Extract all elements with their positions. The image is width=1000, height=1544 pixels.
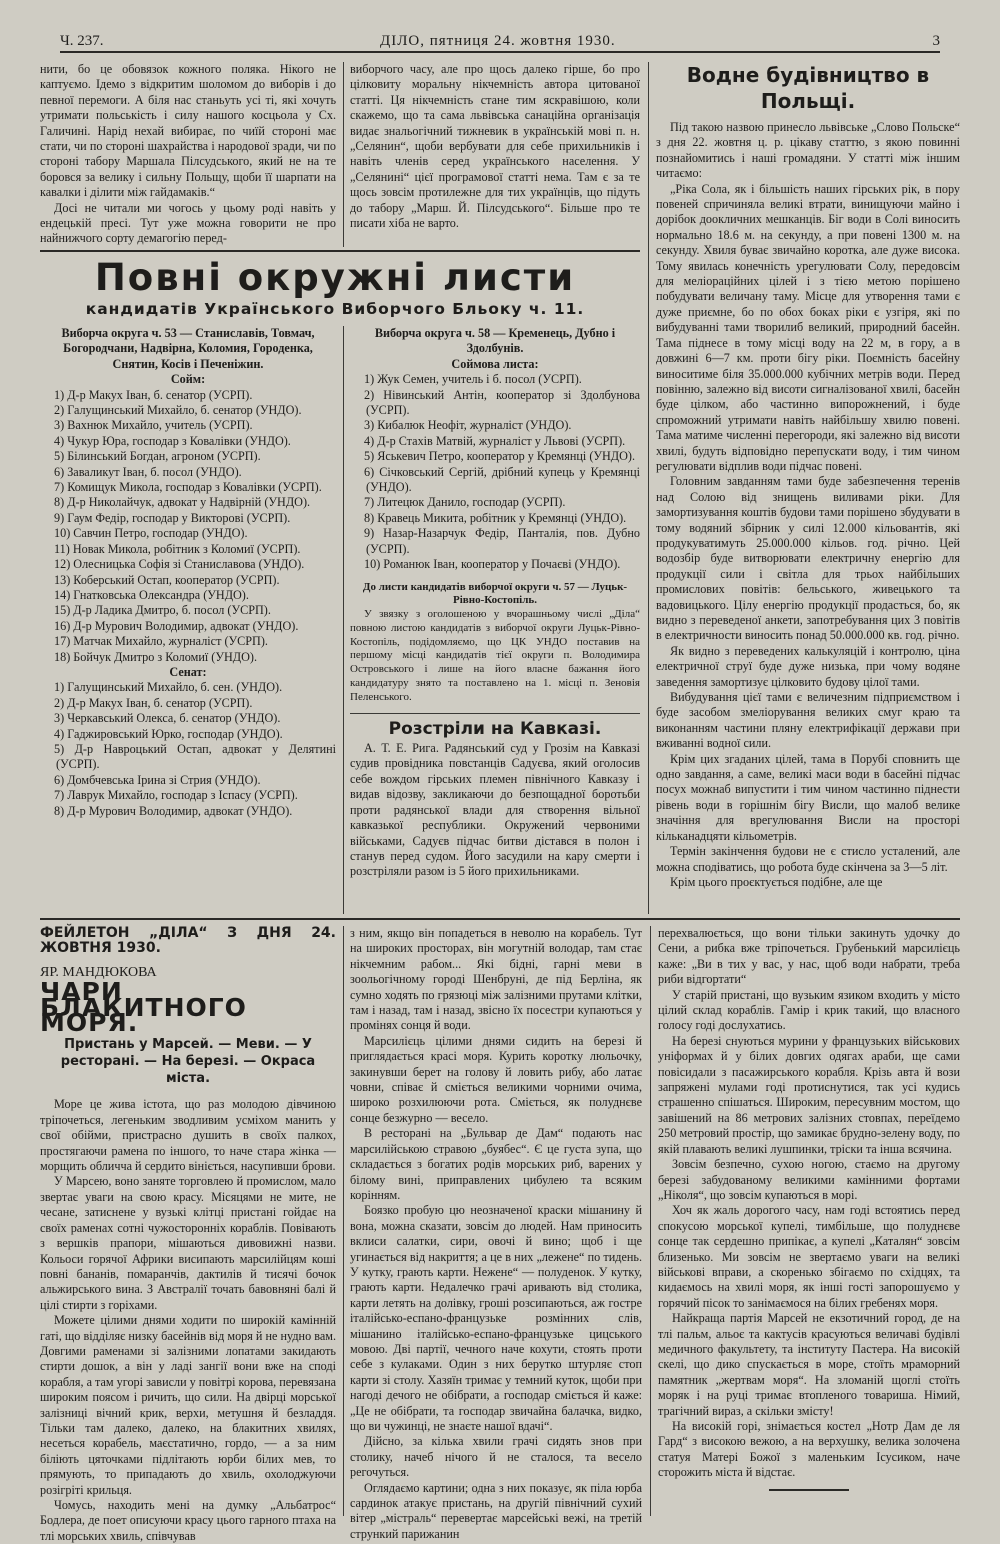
feuilleton-header: ФЕЙЛЕТОН „ДІЛА“ З ДНЯ 24. ЖОВТНЯ 1930. (40, 925, 336, 957)
issue-number: Ч. 237. (60, 33, 104, 49)
feuilleton-lead: Пристань у Марсей. — Меви. — У ресторані. — На березі. — Окраса міста. (60, 1037, 316, 1087)
sejm-label: Сойм: (170, 372, 206, 387)
end-rule (769, 1489, 849, 1491)
candidate-entry: 10) Савчин Петро, господар (УНДО). (54, 526, 248, 541)
candidate-entry: 7) Комищук Микола, господар з Ковалівки (УСРП). (54, 480, 322, 495)
paragraph: Термін закінчення будови не є стисло усталений, але можна сподіватись, що робота буде скінчена за 3—5 літ. (656, 844, 960, 874)
paragraph: Хоч як жаль дорогого часу, нам годі встоятись перед спокусою морської купелі, тимбільше, що полуднєве сонце так сердешно припікає, а купелі „Каталян“ зовсім близенько. Ми зовсім не звертаємо уваги на великі військові вправи, а скоренько збігаємо по східцях, та кидаємось на хвилі моря, як інші гості запорошуємо у горячий пісок то занімаємося на білих гребенях моря. (658, 1203, 960, 1310)
paragraph: Боязко пробую цю неозначеної краски мішанину й вона, можна сказати, зовсім до людей. Нам приносить вклиси салатки, сири, овочі й вино; щоб і ще угинається від накриття; а це в них „лежене“ по тидень. У кутку, грають карти. Нежене“ — полуденок. У кутку, грають карти. Недалечко грачі аривають від столика, карти летять на долівку, гроші розсипаються, аж гостре італійсько-еспано-французьке розмінних слів, мішанино італійсько-еспано-французьке цицського мовою. Дві партії, чечного наче кохути, стоять проти себе з кулаками. Один з них берутко штурляє стоп карти зі столу. Хазяїн тримає у темний куток, щоби при нагоді дечого не обібрати, а господар сміється й каже: „Це не обібрати, та господар звичайна балачка, видко, що ви чужинці, не знаєте нашої вдачі“. (350, 1203, 642, 1433)
candidate-entry: 8) Д-р Николайчук, адвокат у Надвірній (УНДО). (54, 495, 311, 510)
section-divider (40, 250, 640, 252)
senate-candidates (40, 680, 336, 819)
feuilleton-title: ЧАРИ БЛАКИТНОГО МОРЯ. (40, 977, 247, 1038)
candidate-entry: 12) Олесницька Софія зі Станиславова (УНДО). (54, 557, 305, 572)
rule (350, 713, 640, 714)
paragraph: Чомусь, находить мені на думку „Альбатрос“ Бодлера, де поет описуючи красу цього гарного птаха на тлі морських хвиль, співчував (40, 1498, 336, 1543)
lists-title: Повні окружні листи (94, 256, 576, 299)
candidate-entry: 5) Білинський Богдан, агроном (УСРП). (54, 449, 261, 464)
candidate-entry: 14) Гнатковська Олександра (УНДО). (54, 587, 249, 602)
district-53-list (40, 326, 336, 914)
column-divider (343, 62, 344, 247)
paragraph: виборчого часу, але про щось далеко гірше, бо про цілковиту моральну нікчемність автора цитованої статті. Ця нікчемність стане тим яскравішою, коли скажемо, що та сама львівська санаційна організація видає знальогічний тижневик в українській мові п. н. „Селянин“, щоби вербувати для себе прихильників і навіть членів серед українського населення. У „Селянині“ цієї програмової статті нема. Там є за те щось зовсім протилежне для тих українців, що підуть до табору „Марш. Й. Пілсудського“. Більше про те писати хіба не варто. (350, 62, 640, 231)
candidate-entry: 1) Д-р Макух Іван, б. сенатор (УСРП). (54, 387, 253, 402)
paragraph: нити, бо це обовязок кожного поляка. Нікого не каптуємо. Ідемо з відкритим шоломом до виборів і до певної перемоги. А біля нас станьуть усі ті, які хочуть утримати польськість і силу нашого косцьола у Сх. Галичині. Нарід нехай вибирає, по чиїй стороні має стати, чи по стороні шахрайства і народової зради, чи по стороні табору Маршала Пілсудського, який не на те боровся за велику і сильну Польщу, щоби її шарпати на кавалки і ділити між гайдамаків.“ (40, 62, 336, 200)
paragraph: Вибудування цієї тами є величезним підприємством і буде засобом змеліорування великих смуг краю та виконанням частини пляну електрифікації держави при вживанні водної сили. (656, 690, 960, 751)
paragraph: перехвалюється, що вони тільки закинуть удочку до Сени, а рибка вже тріпочеться. Грубенький марсилієць каже: „Ви в тих у вас, у нас, щоб води набрати, треба риби відгортати“ (658, 926, 960, 987)
candidate-entry: 4) Гаджировський Юрко, господар (УНДО). (54, 726, 283, 741)
feuilleton-divider (40, 918, 960, 920)
candidate-entry: 8) Д-р Мурович Володимир, адвокат (УНДО). (54, 803, 293, 818)
paragraph: Море це жива істота, що раз молодою дівчиною тріпочеться, легеньким зводливим усміхом манить у свої обійми, пристрасно душить в своїх палкох, простягаючи рамена по іншого, то наче стара жінка — морщить обличча й сердито вініється, насупивши брови. (40, 1097, 336, 1174)
paragraph: Зовсім безпечно, сухою ногою, стаємо на другому березі забудованому великими камінними фортами „Ніколя“, що зовсім купаються в морі. (658, 1157, 960, 1202)
column-divider (343, 926, 344, 1516)
candidate-entry: 6) Заваликут Іван, б. посол (УНДО). (54, 464, 242, 479)
candidate-entry: 15) Д-р Ладика Дмитро, б. посол (УСРП). (54, 603, 271, 618)
column-divider (648, 62, 649, 914)
feuilleton-column-1 (40, 925, 337, 1543)
candidate-entry: 3) Вахнюк Михайло, учитель (УСРП). (54, 418, 253, 433)
sejm-list-label: Соймова листа: (451, 356, 539, 371)
paragraph: У Марсею, воно занятe торговлею й промислом, мало звертає уваги на свою красу. Місяцями не мите, не чесане, затиснене у вузькі клітці пристані гойдає на своїх раменах сотні чужосторонніх кораблів. Повівають з вершків прапори, мішаються дивовижні назви. Кольоси горячої Африки висипають марсилійцям коші повні бананів, помаранчів, дактилів й тисячі бочок альжирського вина. З Австралії точать бавовняні балі й цілі стирти з горіхами. (40, 1174, 336, 1312)
candidate-entry: 5) Д-р Навроцький Остап, адвокат у Делятині (УСРП). (54, 741, 336, 772)
paragraph: Марсилієць цілими днями сидить на березі й приглядається красі моря. Курить коротку люльочку, закинувши берет на голову й ловить рибу, або латає човни, співає й сміється великими чорними очима, широко розхилюючи рота. Сміється, як полуднєве сонце безжурно — весело. (350, 1033, 642, 1125)
candidate-entry: 16) Д-р Мурович Володимир, адвокат (УНДО). (54, 618, 299, 633)
top-left-article (40, 62, 336, 247)
candidate-entry: 4) Чукур Юра, господар з Ковалівки (УНДО). (54, 433, 291, 448)
candidate-entry: 9) Гаум Федір, господар у Викторові (УСРП). (54, 510, 291, 525)
feuilleton-column-2 (350, 926, 642, 1541)
paragraph: Найкраща партія Марсей не екзотичний город, де на тлі пальм, альоє та кактусів красуються величаві будівлі медичного факультету, та інституту Пастера. На високій скелі, що дико спускається в море, стоїть мраморний памятник „жертвам моря“. На зломаній щоглі стоїть моряк і на руці тримає втопленого товариша. Німий, трагічний вираз, а скільки змісту! (658, 1311, 960, 1418)
candidate-entry: 18) Бойчук Дмитро з Коломиї (УНДО). (54, 649, 257, 664)
sejm-candidates (40, 388, 336, 665)
paragraph: На березі снуються мурини у французьких військових уніформах й у білих довгих одягах араби, ще сами повісидали з пасажирського корабля. Крізь авта й вози запряжені мулами годі протиснутися, так усі кудись страшенно спішаться. Широким, пересувним мостом, що завішений на 86 метрових залізних стовпах, переїдемо 250 метровий простір, що замикає брудно-зелену воду, по якій плавають великі лушпинки, тріски та інша всячина. (658, 1033, 960, 1156)
candidate-entry: 10) Романюк Іван, кооператор у Почаєві (УНДО). (364, 557, 621, 572)
paragraph: Досі не читали ми чогось у цьому роді навіть у ендецькій пресі. Тут уже можна говорити не про найнижчого сорту демагогію перед- (40, 200, 336, 246)
paragraph: Крім цього проєктується подібне, але ще (670, 874, 883, 889)
paragraph: Головним завданням тами буде забезпечення теренів над Солою від знищень виливами ріки. Для замортизування коштів будови тами порішено збудувати в тому водяний збірник у силі 12.000 кільовантів, які продукуватимуть 25.000.000 кільов. год. річно. Цей водозбір буде витворювати електричну енергію для продукції сили і світла для трьох найбільших промислових повітів: бельського, живецького та вадовицького. Цілу енергію продукції продасться, бо, як видно з переведеної анкети, запотребування цих 3 повітів в електричности виносить понад 50.000.000 кв. год. річно. (656, 474, 960, 643)
candidate-entry: 3) Черкавський Олекса, б. сенатор (УНДО). (54, 711, 281, 726)
column-divider (650, 926, 651, 1516)
paragraph: Як видно з переведених калькуляцій і контролю, ціна електричної струї буде дуже низька, при чому водяне заведення замортизує цілковито будову цілої тами. (656, 643, 960, 689)
paragraph: Дійсно, за кілька хвили грачі сидять знов при столику, начеб нічого й не сталося, та весело регочуться. (350, 1434, 642, 1480)
column-divider (343, 326, 344, 914)
paragraph: В ресторані на „Бульвар де Дам“ подають нас марсилійською стравою „буябес“. Є це густа зупа, що складається з богатих родів морських риб, варених у білому вині, приправлених цибулею та всяким корінням. (350, 1126, 642, 1202)
candidate-entry: 17) Матчак Михайло, журналіст (УСРП). (54, 634, 268, 649)
masthead-date: ДІЛО, пятниця 24. жовтня 1930. (380, 33, 616, 49)
feuilleton-author: ЯР. МАНДЮКОВА (40, 964, 157, 980)
candidate-entry: 8) Кравець Микита, робітник у Кремянці (УНДО). (364, 510, 627, 525)
candidate-entry: 13) Коберський Остап, кооператор (УСРП). (54, 572, 280, 587)
paragraph: Можете цілими днями ходити по широкій камінній гаті, що відділяє низку басейнів від моря й не нудно вам. Довгими раменами зі залізними лопатами закидають стирти дошок, а він у ладі зангії вони вже на споді корабля, а там угорі зависли у повітрі корова, перевязана широким поясом і ричить, що сили. На двірці морської залізниці вічний крик, верхи, метушня й безладдя. Тільки там далеко, далеко, на блакитних хвилях, несеться корабель, маєстатично, гордо, — а за ним біліють цяточками підлітають юрби білих мев, то прямують, то припадають до хвиль, охолоджуючи розігріті крильця. (40, 1313, 337, 1497)
candidate-entry: 2) Галущинський Михайло, б. сенатор (УНДО). (54, 403, 302, 418)
article-title: Водне будівництво в Польщі. (686, 63, 930, 113)
candidate-entry: 5) Яськевич Петро, кооператор у Кремянці (УНДО). (364, 449, 636, 464)
caucasus-text: А. Т. Е. Рига. Радянський суд у Грозім на Кавказі судив провідника повстанців Садуєва, який оголосив себе вождом гірських племен північного Кавказу і видав відозву, закликаючи до безпощадної боротьби проти радянської влади для створення вільної кавказької республики. Окружений червоними військами, Садуєв підчас битви дістався в полон і станув перед судом. Його засудили на кару смерти і розстріляли разом із 5 його прихильниками. (350, 741, 640, 879)
candidate-entry: 7) Литецюк Данило, господар (УСРП). (364, 495, 566, 510)
page-number: 3 (932, 33, 940, 49)
candidate-entry: 1) Жук Семен, учитель і б. посол (УСРП). (364, 372, 582, 387)
feuilleton-column-3 (658, 926, 960, 1516)
district-heading: Виборча округа ч. 53 — Станиславів, Товмач, Богородчани, Надвірна, Коломия, Городенка, Снятин, Косів і Печеніжин. (61, 326, 315, 371)
candidate-entry: 1) Галущинський Михайло, б. сен. (УНДО). (54, 680, 283, 695)
candidate-entry: 11) Новак Микола, робітник з Коломиї (УСРП). (54, 541, 301, 556)
candidate-entry: 9) Назар-Назарчук Федір, Панталія, пов. Дубно (УСРП). (364, 526, 640, 556)
candidate-entry: 6) Січковський Сергій, дрібний купець у Кремянці (УНДО). (364, 464, 640, 495)
water-construction-article (656, 62, 960, 914)
note-title: До листи кандидатів виборчої округи ч. 57 — Луцьк-Рівно-Костопіль. (362, 580, 628, 607)
sejm-candidates (350, 372, 640, 572)
lists-subtitle: кандидатів Українського Виборчого Бльоку ч. 11. (85, 300, 585, 318)
district-heading: Виборча округа ч. 58 — Кременець, Дубно і Здолбунів. (374, 326, 616, 356)
paragraph: У старій пристані, що вузьким язиком входить у місто цілий склад кораблів. Гамір і крик такий, що власного голосу годі дослухатись. (658, 987, 960, 1033)
page-header (60, 33, 940, 53)
note-text: У звязку з оголошеною у вчорашньому числі „Діла“ повною листою кандидатів з виборчої округи Луцьк-Рівно-Костопіль, подідомляємо, що ЦК УНДО поставив на першому місці кандидатів тієї округи п. Володимира Островського і лише на його власне бажання його кандидатуру знято та поставлено на 1. місці п. Зеновія Пеленського. (350, 608, 640, 703)
paragraph: Оглядаємо картини; одна з них показує, як піла юрба сардинок атакує пристань, на другій північний сухий вітер „містраль“ перевертає марсейські вежі, на третій стрункий парижанин (350, 1480, 642, 1541)
candidate-entry: 4) Д-р Стахів Матвій, журналіст у Львові (УСРП). (364, 433, 626, 448)
top-middle-article (350, 62, 640, 247)
candidate-entry: 3) Кибалюк Неофіт, журналіст (УНДО). (364, 418, 572, 433)
district-58-list (350, 326, 640, 914)
candidate-entry: 7) Лаврук Михайло, господар з Іспасу (УСРП). (54, 788, 298, 803)
caucasus-title: Розстріли на Кавказі. (388, 718, 602, 739)
paragraph: Крім цих згаданих цілей, тама в Порубі сповнить ще одно завдання, а саме, великі маси води в басейні підчас посух можнаб випустити і тим чином частинно піднести рівень води в горішнім бігу Висли, що малоб велике значіння для врегулювання Висли на просторі кільканадцяти кільометрів. (656, 751, 960, 843)
paragraph: Під такою назвою принесло львівське „Слово Польске“ з дня 22. жовтня ц. р. цікаву статтю, з якою повинні познайомитись і наші громадяни. У статті між іншим читаємо: (656, 120, 960, 181)
paragraph: На високій горі, знімається костел „Нотр Дам де ля Гард“ з високою вежою, а на верхушку, велика золочена статуя Матері Божої з маленьким Ісусиком, наче сторожить міста й відстає. (658, 1419, 960, 1480)
senate-label: Сенат: (169, 664, 207, 679)
candidate-entry: 2) Нівинський Антін, кооператор зі Здолбунова (УСРП). (364, 387, 640, 418)
paragraph: з ним, якщо він попадеться в неволю на корабель. Тут на широких просторах, він могутній володар, там стає нікчемним рабом... Які бідні, гарні меви в зоольогічному городі Шенбруні, де під Берліна, як сумно ходять по грязюці між залізними прутами клітки, там і назад, там і назад, звісно їх посестри купаються у промінях сонця й води. (350, 926, 642, 1033)
candidate-entry: 2) Д-р Макух Іван, б. сенатор (УСРП). (54, 695, 253, 710)
paragraph: „Ріка Сола, як і більшість наших гірських рік, в пору повеней спричиняла великі втрати, винищуючи майно і дорібок доокличних мешканців. Біг води в Солі виносить нормально 18.6 м. на секунду, а при повені 1300 м. на секунду. Хвиля буває звичайно коротка, але дуже висока. Тому явилась конечність урегулювати Солу, передовсім для меліораційних цілей і з тією метою порішено побудувати величану таму. Місце для утворення тами є дуже приємне, бо по обох боках ріки є узгіря, які по вибудуванні тами творилиб великий, природний басейн. Тама піднесе в тому місці воду на 22 м, в гору, а в довжині 6—7 км. проти бігу ріки. Поємність басейну виноситиме біля 35.000.000 кубічних метрів води. Перед повінню, залежно від висоти сигналізованої хвилі, басейн буде цілком, або частинно випорожнений, і буде спроможний утримати навіть найбільшу хвилю повені. Тама матиме численні перегороди, які залежно від висоти хвилі, будуть відповідно перепускати воду, і тим чином регулювати відплив води підчас повені. (656, 181, 960, 473)
candidate-entry: 6) Домбчевська Ірина зі Стрия (УНДО). (54, 772, 261, 787)
